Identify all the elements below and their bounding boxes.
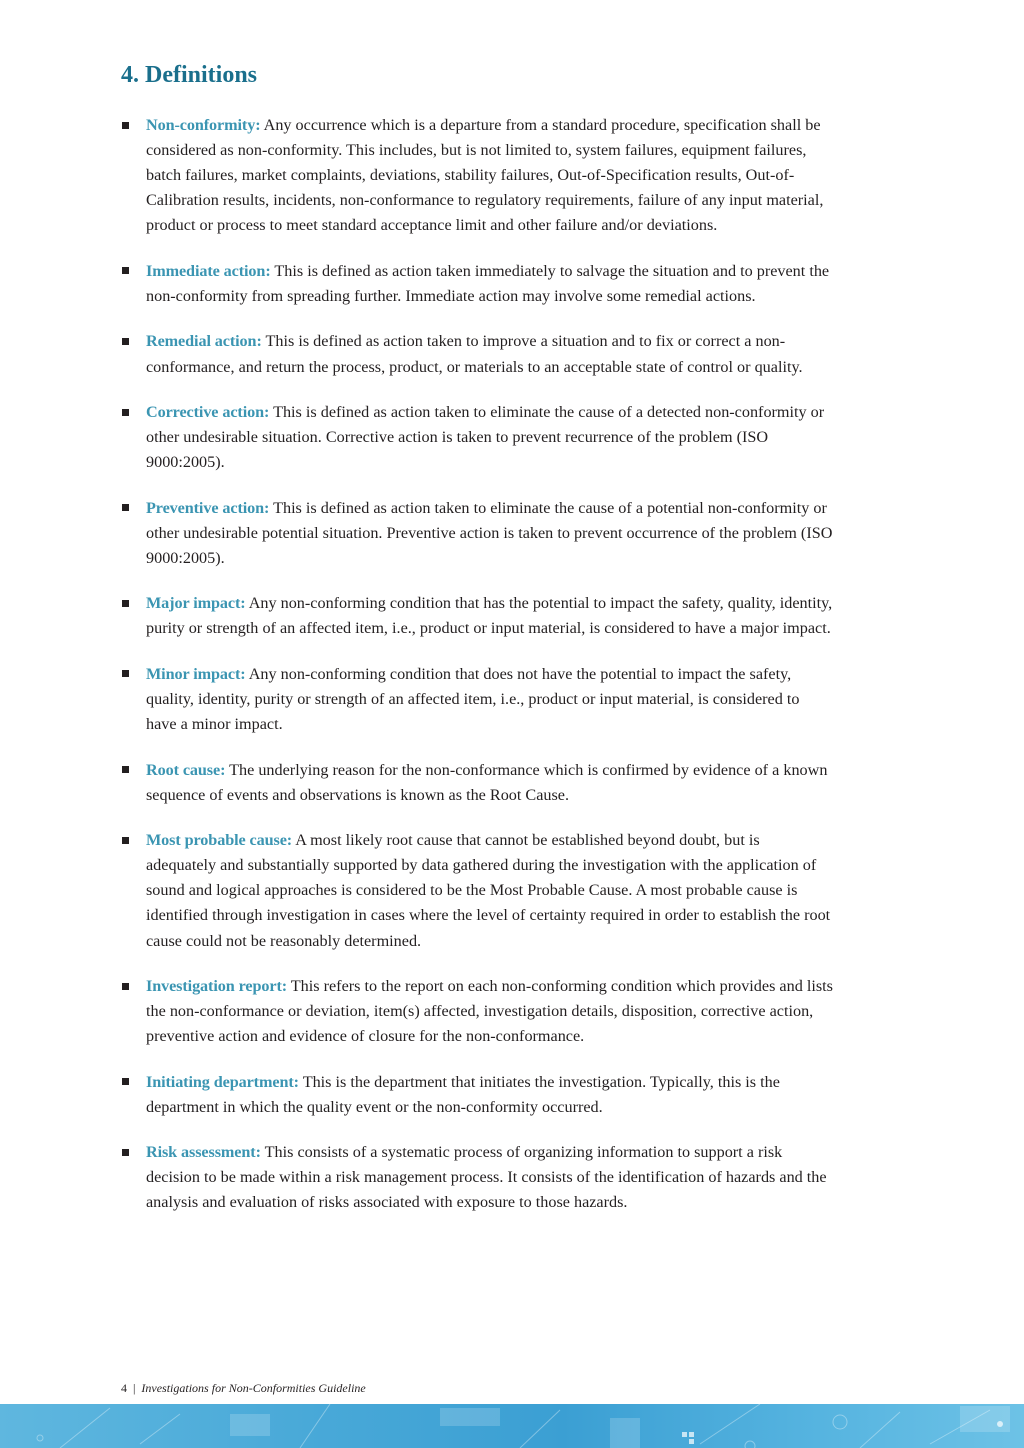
square-bullet-icon [122,670,129,677]
definition-item [121,591,833,641]
definition-text: The underlying reason for the non-conformance which is confirmed by evidence of a known sequence of events and observations is known as the Root Cause. [146,760,828,804]
square-bullet-icon [122,600,129,607]
definition-term: Most probable cause: [146,831,293,850]
definition-item [121,758,833,808]
definition-item [121,259,833,309]
definition-term: Risk assessment: [146,1143,261,1162]
definition-term: Investigation report: [146,977,288,996]
square-bullet-icon [122,1078,129,1085]
definition-text: This is defined as action taken to eliminate the cause of a detected non-conformity or other undesirable situation. Corrective action is taken to prevent recurrence of the problem (ISO 9000:2005). [146,403,825,472]
definition-term: Initiating department: [146,1072,299,1091]
definition-text: Any non-conforming condition that has the potential to impact the safety, quality, identity, purity or strength of an affected item, i.e., product or input material, is considered to have a major impact. [146,594,833,638]
definition-text: This consists of a systematic process of organizing information to support a risk decision to be made within a risk management process. It consists of the identification of hazards and the analysis and evaluation of risks associated with exposure to those hazards. [146,1143,827,1212]
definition-item [121,400,833,475]
circuit-pattern-graphic [0,1404,1024,1448]
square-bullet-icon [122,267,129,274]
section-title: 4. Definitions [121,62,258,88]
square-bullet-icon [122,983,129,990]
square-bullet-icon [122,409,129,416]
square-bullet-icon [122,766,129,773]
definition-term: Minor impact: [146,664,246,683]
definition-term: Remedial action: [146,332,262,351]
definition-item [121,329,833,379]
definition-text: Any non-conforming condition that does not have the potential to impact the safety, quality, identity, purity or strength of an affected item, i.e., product or input material, is considered to have a minor impact. [146,664,800,734]
definition-text: A most likely root cause that cannot be established beyond doubt, but is adequately and substantially supported by data gathered during the investigation with the application of sound and logical approaches is considered to be the Most Probable Cause. A most probable cause is identified through investigation in cases where the level of certainty required in order to establish the root cause could not be reasonably determined. [146,831,831,950]
definition-item [121,1070,833,1120]
page-number: 4 [121,1381,127,1395]
definition-item [121,662,833,737]
definition-text: This refers to the report on each non-conforming condition which provides and lists the non-conformance or deviation, item(s) affected, investigation details, disposition, corrective action, preventive action and evidence of closure for the non-conformance. [146,977,833,1046]
definition-item [121,496,833,571]
definition-text: This is defined as action taken to improve a situation and to fix or correct a non-conformance, and return the process, product, or materials to an acceptable state of control or quality. [146,332,803,376]
definition-text: Any occurrence which is a departure from a standard procedure, specification shall be considered as non-conformity. This includes, but is not limited to, system failures, equipment failures, batch failures, market complaints, deviations, stability failures, Out-of-Specification results, Out-of-Calibration results, incidents, non-conformance to regulatory requirements, failure of any input material, product or process to meet standard acceptance limit and other failure and/or deviations. [146,116,824,235]
definition-term: Corrective action: [146,403,270,422]
square-bullet-icon [122,338,129,345]
definition-item [121,974,833,1049]
definition-term: Major impact: [146,594,246,613]
definition-text: This is the department that initiates the investigation. Typically, this is the department in which the quality event or the non-conformity occurred. [146,1072,780,1116]
definition-term: Immediate action: [146,261,271,280]
definition-term: Non-conformity: [146,116,261,134]
definition-term: Preventive action: [146,498,270,517]
square-bullet-icon [122,837,129,844]
definitions-list [121,113,833,1236]
document-title: Investigations for Non-Conformities Guideline [141,1381,366,1395]
definition-item [121,113,833,238]
definition-text: This is defined as action taken to eliminate the cause of a potential non-conformity or other undesirable potential situation. Preventive action is taken to prevent occurrence of the problem (ISO 9000:2005). [146,498,833,567]
decorative-footer-band [0,1404,1024,1448]
definition-item [121,828,833,953]
definition-item [121,1140,833,1215]
footer-separator: | [133,1381,136,1395]
square-bullet-icon [122,122,129,129]
square-bullet-icon [122,1149,129,1156]
square-bullet-icon [122,504,129,511]
page-footer [121,1381,366,1396]
definition-term: Root cause: [146,760,226,779]
definition-text: This is defined as action taken immediately to salvage the situation and to prevent the non-conformity from spreading further. Immediate action may involve some remedial actions. [146,261,830,305]
